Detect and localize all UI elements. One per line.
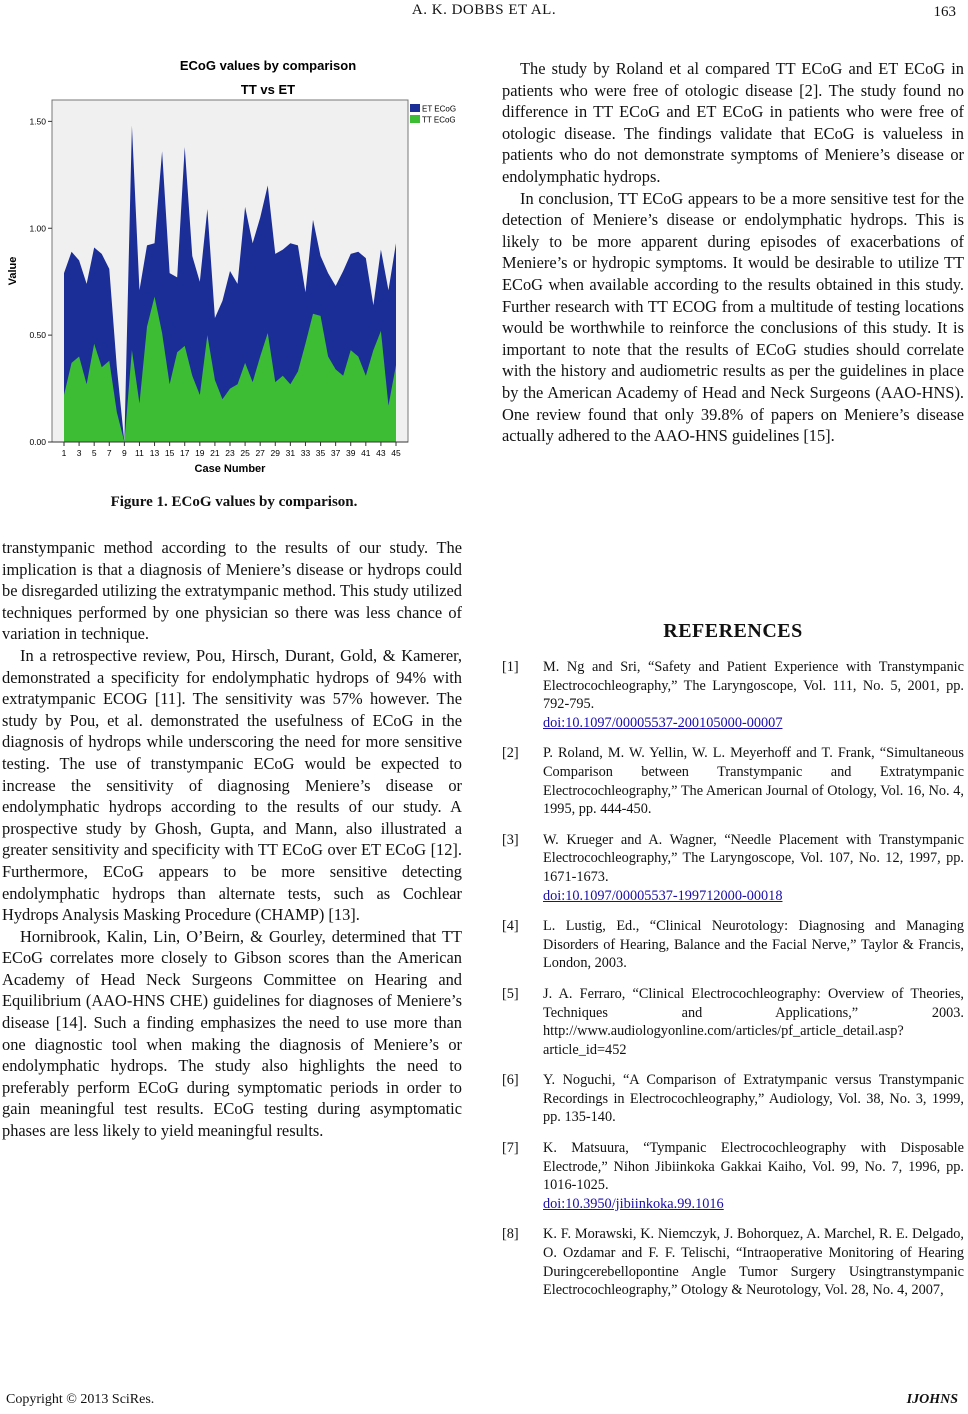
reference-text: J. A. Ferraro, “Clinical Electrocochleography: Overview of Theories, Techniques and Applications,” 2003. http://www.audiologyonline.com/articles/pf_article_detail.asp?article_id=452: [543, 985, 964, 1058]
right-column-text: [502, 58, 964, 447]
x-tick-label: 23: [225, 448, 235, 458]
x-tick-label: 43: [376, 448, 386, 458]
paragraph: transtympanic method according to the results of our study. The implication is that a diagnosis of Meniere’s disease or hydrops could be disregarded utilizing the extratympanic method. This study utilized techniques performed by one physician so there was less chance of variation in technique.: [2, 538, 462, 644]
x-tick-label: 17: [179, 448, 190, 458]
reference-item: [502, 658, 964, 732]
x-tick-label: 5: [91, 448, 97, 458]
reference-doi-link[interactable]: doi:10.1097/00005537-200105000-00007: [543, 714, 783, 731]
left-column-text: [2, 537, 462, 1142]
reference-doi-link[interactable]: doi:10.1097/00005537-199712000-00018: [543, 887, 783, 904]
chart-title: ECoG values by comparison: [179, 58, 357, 73]
reference-item: [502, 1139, 964, 1213]
x-tick-label: 25: [240, 448, 250, 458]
figure-caption: Figure 1. ECoG values by comparison.: [110, 494, 358, 510]
reference-item: [502, 985, 964, 1059]
paragraph: The study by Roland et al compared TT ECoG and ET ECoG in patients who were free of otologic disease [2]. The study found no difference in TT ECoG and ET ECoG in patients who were free of otologic disease. The findings validate that ECoG is valueless in patients who do not demonstrate symptoms of Meniere’s disease or endolymphatic hydrops.: [502, 59, 964, 186]
reference-number: [7]: [502, 1140, 519, 1157]
footer-copyright: Copyright © 2013 SciRes.: [6, 1392, 155, 1407]
x-tick-label: 11: [135, 448, 144, 458]
x-tick-label: 29: [270, 448, 281, 458]
reference-text: W. Krueger and A. Wagner, “Needle Placement with Transtympanic Electrocochleography,” The Laryngoscope, Vol. 107, No. 12, 1997, pp. 1671-1673.: [543, 831, 964, 885]
y-tick-label: 0.50: [29, 330, 46, 341]
reference-item: [502, 831, 964, 905]
figure-1: [0, 50, 468, 490]
reference-text: K. Matsuura, “Tympanic Electrocochleography with Disposable Electrode,” Nihon Jibiinkoka Gakkai Kaiho, Vol. 99, No. 7, 1996, pp. 1016-1025.: [543, 1140, 964, 1194]
legend-entry: ET ECoG: [422, 104, 457, 114]
x-tick-label: 15: [164, 448, 175, 458]
y-tick-label: 0.00: [29, 437, 46, 447]
x-tick-label: 33: [300, 448, 311, 458]
reference-number: [1]: [502, 659, 519, 675]
reference-item: [502, 917, 964, 973]
reference-item: [502, 744, 964, 818]
reference-number: [2]: [502, 745, 519, 762]
x-tick-label: 13: [149, 448, 160, 458]
legend-entry: TT ECoG: [422, 115, 456, 125]
reference-text: Y. Noguchi, “A Comparison of Extratympanic versus Transtympanic Recordings in Electrocochleography,” Audiology, Vol. 38, No. 3, 1999, pp. 135-140.: [543, 1072, 964, 1126]
x-tick-label: 31: [285, 448, 296, 458]
reference-doi-link[interactable]: doi:10.3950/jibiinkoka.99.1016: [543, 1195, 724, 1212]
x-tick-label: 3: [76, 448, 82, 458]
reference-number: [8]: [502, 1226, 519, 1243]
paragraph: In a retrospective review, Pou, Hirsch, Durant, Gold, & Kamerer, demonstrated a specificity for endolymphatic hydrops of 94% with extratympanic ECOG [11]. The sensitivity was 57% however. The study by Pou, et al. demonstrated the usefulness of ECoG in the diagnosis of hydrops while underscoring the need for more sensitive testing. The use of transtympanic ECoG would be expected to increase the sensitivity of diagnosing Meniere’s disease or endolymphatic hydrops according to the results of our study. A prospective study by Ghosh, Gupta, and Mann, also illustrated a greater sensitivity and specificity with TT ECoG over ET ECoG [12]. Furthermore, ECoG appears to be more sensitive detecting endolymphatic hydrops than alternate tests, such as Cochlear Hydrops Analysis Masking Procedure (CHAMP) [13].: [2, 645, 462, 925]
reference-text: P. Roland, M. W. Yellin, W. L. Meyerhoff and T. Frank, “Simultaneous Comparison between Transtympanic and Extratympanic Electrocochleography,” The American Journal of Otology, Vol. 16, No. 4, 1995, pp. 444-450.: [543, 745, 964, 818]
x-tick-label: 37: [330, 448, 341, 458]
reference-number: [4]: [502, 918, 519, 935]
y-tick-label: 1.50: [29, 116, 46, 127]
x-axis-label: Case Number: [194, 463, 266, 475]
x-tick-label: 41: [361, 448, 371, 458]
x-tick-label: 21: [210, 448, 220, 458]
reference-item: [502, 1225, 964, 1299]
x-tick-label: 19: [195, 448, 205, 458]
y-axis-label: Value: [7, 256, 19, 286]
reference-number: [3]: [502, 831, 519, 848]
footer-journal: IJOHNS: [906, 1392, 958, 1407]
y-tick-label: 1.00: [29, 223, 46, 234]
x-tick-label: 39: [345, 448, 356, 458]
paragraph: In conclusion, TT ECoG appears to be a more sensitive test for the detection of Meniere’s disease or endolymphatic hydrops. This is likely to be more apparent during episodes of exacerbations of Meniere’s or hydropic symptoms. It would be desirable to utilize TT ECoG when available according to the results obtained in this study. Further research with TT ECOG from a multitude of testing locations would be worthwhile to reinforce the conclusions of this study. It is important to note that the results of ECoG studies should correlate with the history and audiometric results as per the guidelines in place by the American Academy of Head and Neck Surgeons (AAO-HNS). One review found that only 39.8% of papers on Meniere’s disease actually adhered to the AAO-HNS guidelines [15].: [502, 188, 964, 446]
reference-number: [6]: [502, 1072, 519, 1089]
reference-text: L. Lustig, Ed., “Clinical Neurotology: Diagnosing and Managing Disorders of Hearing, Balance and the Facial Nerve,” Taylor & Francis, London, 2003.: [543, 918, 964, 972]
page-number: 163: [933, 4, 956, 20]
legend-swatch: [410, 115, 420, 123]
x-tick-label: 35: [315, 448, 326, 458]
reference-number: [5]: [502, 985, 519, 1002]
reference-text: M. Ng and Sri, “Safety and Patient Experience with Transtympanic Electrocochleography,” The Laryngoscope, Vol. 111, No. 5, 2001, pp. 792-795.: [543, 659, 964, 713]
x-tick-label: 1: [61, 448, 67, 458]
references-heading: REFERENCES: [663, 620, 803, 642]
x-tick-label: 45: [391, 448, 401, 458]
ecog-area-chart: [0, 50, 468, 490]
reference-text: K. F. Morawski, K. Niemczyk, J. Bohorquez, A. Marchel, R. E. Delgado, O. Ozdamar and F. F. Telischi, “Intraoperative Monitoring of Hearing Duringcerebellopontine Angle Tumor Surgery Usingtranstympanic Electrocochleography,” Otology & Neurotology, Vol. 28, No. 4, 2007,: [543, 1226, 964, 1299]
header-authors: A. K. DOBBS ET AL.: [411, 2, 557, 18]
x-tick-label: 7: [106, 448, 112, 458]
paragraph: Hornibrook, Kalin, Lin, O’Beirn, & Gourley, determined that TT ECoG correlates more closely to Gibson scores than the American Academy of Head Neck Surgeons Committee on Hearing and Equilibrium (AAO-HNS CHE) guidelines for diagnoses of Meniere’s disease [14]. Such a finding emphasizes the need to use more than one diagnostic tool when making the diagnosis of Meniere’s or endolymphatic hydrops. The study also highlights the need to preferably perform ECoG during symptomatic periods in order to gain meaningful test results. ECoG testing during asymptomatic phases are less likely to yield meaningful results.: [2, 926, 462, 1141]
x-tick-label: 9: [121, 448, 127, 458]
chart-subtitle: TT vs ET: [240, 82, 296, 97]
reference-item: [502, 1071, 964, 1127]
legend-swatch: [410, 104, 420, 112]
x-tick-label: 27: [255, 448, 265, 458]
references-list: [502, 658, 964, 1312]
